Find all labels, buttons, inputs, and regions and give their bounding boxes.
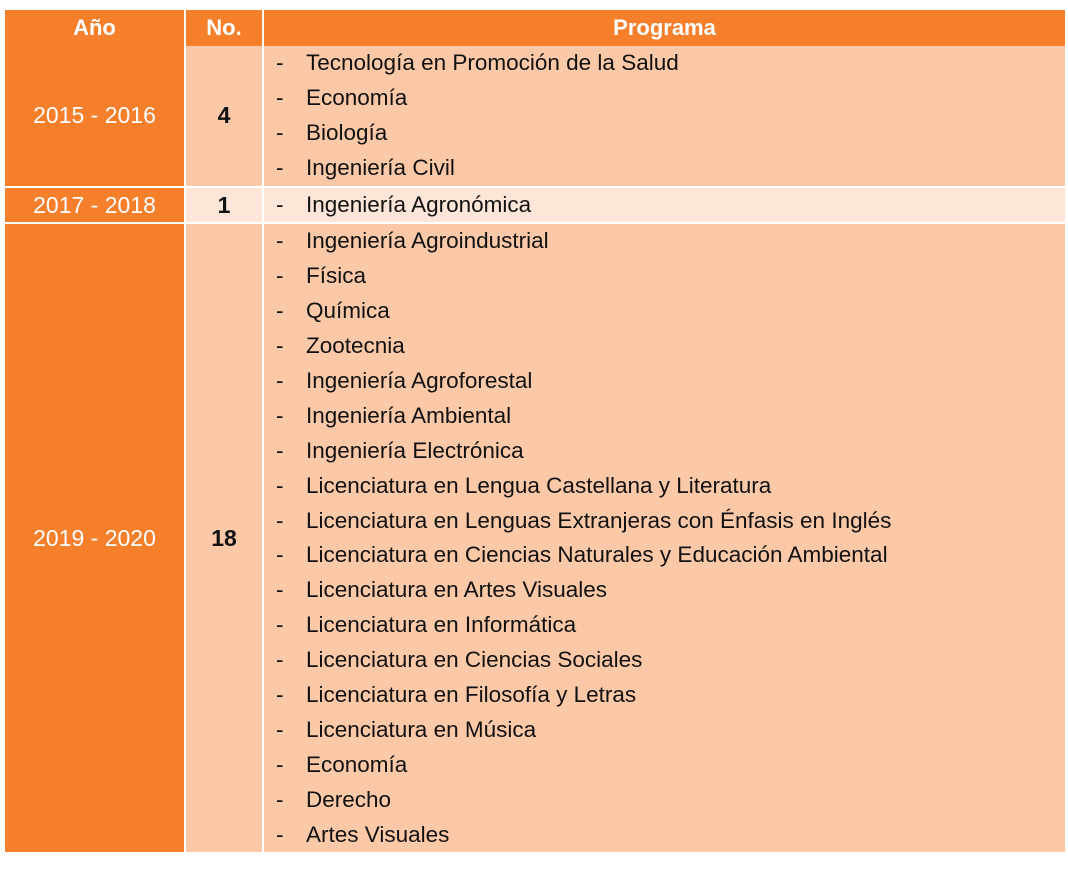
programs-cell xyxy=(263,46,1065,187)
list-item xyxy=(276,188,1065,223)
program-name: Licenciatura en Filosofía y Letras xyxy=(306,682,637,708)
programs-cell xyxy=(263,187,1065,224)
programs-list xyxy=(276,188,1065,223)
program-name: Licenciatura en Informática xyxy=(306,612,577,638)
bullet-dash: - xyxy=(276,577,284,603)
table-row xyxy=(5,223,1065,853)
list-item xyxy=(276,608,1065,643)
header-row xyxy=(5,10,1065,46)
program-name: Ingeniería Ambiental xyxy=(306,402,512,428)
program-name: Licenciatura en Lengua Castellana y Literatura xyxy=(306,472,772,498)
program-name: Ingeniería Civil xyxy=(306,154,455,180)
bullet-dash: - xyxy=(276,612,284,638)
header-number: No. xyxy=(185,10,263,46)
program-name: Licenciatura en Artes Visuales xyxy=(306,577,608,603)
list-item xyxy=(276,116,1065,151)
program-name: Licenciatura en Ciencias Sociales xyxy=(306,647,643,673)
program-name: Ingeniería Agroindustrial xyxy=(306,228,549,254)
bullet-dash: - xyxy=(276,333,284,359)
count-cell: 18 xyxy=(185,223,263,853)
list-item xyxy=(276,224,1065,259)
list-item xyxy=(276,81,1065,116)
bullet-dash: - xyxy=(276,50,284,75)
programs-list xyxy=(276,46,1065,186)
table-row xyxy=(5,187,1065,224)
list-item xyxy=(276,748,1065,783)
program-name: Licenciatura en Lenguas Extranjeras con Énfasis en Inglés xyxy=(306,507,892,533)
bullet-dash: - xyxy=(276,682,284,708)
programs-table xyxy=(5,10,1065,854)
list-item xyxy=(276,504,1065,539)
bullet-dash: - xyxy=(276,437,284,463)
program-name: Licenciatura en Música xyxy=(306,716,537,742)
count-cell: 1 xyxy=(185,187,263,224)
year-cell: 2015 - 2016 xyxy=(5,46,185,187)
program-name: Economía xyxy=(306,751,408,777)
bullet-dash: - xyxy=(276,263,284,289)
count-cell: 4 xyxy=(185,46,263,187)
program-name: Zootecnia xyxy=(306,333,405,359)
list-item xyxy=(276,783,1065,818)
program-name: Ingeniería Agroforestal xyxy=(306,368,533,394)
program-name: Tecnología en Promoción de la Salud xyxy=(306,50,679,75)
header-year: Año xyxy=(5,10,185,46)
program-name: Licenciatura en Ciencias Naturales y Educación Ambiental xyxy=(306,542,888,568)
bullet-dash: - xyxy=(276,228,284,254)
header-program: Programa xyxy=(263,10,1065,46)
list-item xyxy=(276,538,1065,573)
list-item xyxy=(276,364,1065,399)
program-name: Economía xyxy=(306,84,408,110)
bullet-dash: - xyxy=(276,647,284,673)
list-item xyxy=(276,151,1065,186)
program-name: Ingeniería Agronómica xyxy=(306,191,532,217)
bullet-dash: - xyxy=(276,368,284,394)
bullet-dash: - xyxy=(276,191,284,217)
list-item xyxy=(276,678,1065,713)
list-item xyxy=(276,713,1065,748)
programs-list xyxy=(276,224,1065,852)
program-name: Derecho xyxy=(306,786,392,812)
program-name: Química xyxy=(306,298,390,324)
bullet-dash: - xyxy=(276,154,284,180)
programs-cell xyxy=(263,223,1065,853)
program-name: Artes Visuales xyxy=(306,821,450,847)
list-item xyxy=(276,818,1065,853)
list-item xyxy=(276,434,1065,469)
list-item xyxy=(276,399,1065,434)
table-row xyxy=(5,46,1065,187)
bullet-dash: - xyxy=(276,298,284,324)
program-name: Biología xyxy=(306,119,388,145)
bullet-dash: - xyxy=(276,821,284,847)
program-name: Física xyxy=(306,263,367,289)
bullet-dash: - xyxy=(276,472,284,498)
bullet-dash: - xyxy=(276,84,284,110)
program-name: Ingeniería Electrónica xyxy=(306,437,524,463)
list-item xyxy=(276,329,1065,364)
list-item xyxy=(276,573,1065,608)
bullet-dash: - xyxy=(276,716,284,742)
bullet-dash: - xyxy=(276,507,284,533)
list-item xyxy=(276,294,1065,329)
bullet-dash: - xyxy=(276,119,284,145)
year-cell: 2017 - 2018 xyxy=(5,187,185,224)
bullet-dash: - xyxy=(276,542,284,568)
bullet-dash: - xyxy=(276,786,284,812)
list-item xyxy=(276,259,1065,294)
list-item xyxy=(276,469,1065,504)
list-item xyxy=(276,643,1065,678)
list-item xyxy=(276,46,1065,81)
bullet-dash: - xyxy=(276,402,284,428)
year-cell: 2019 - 2020 xyxy=(5,223,185,853)
bullet-dash: - xyxy=(276,751,284,777)
